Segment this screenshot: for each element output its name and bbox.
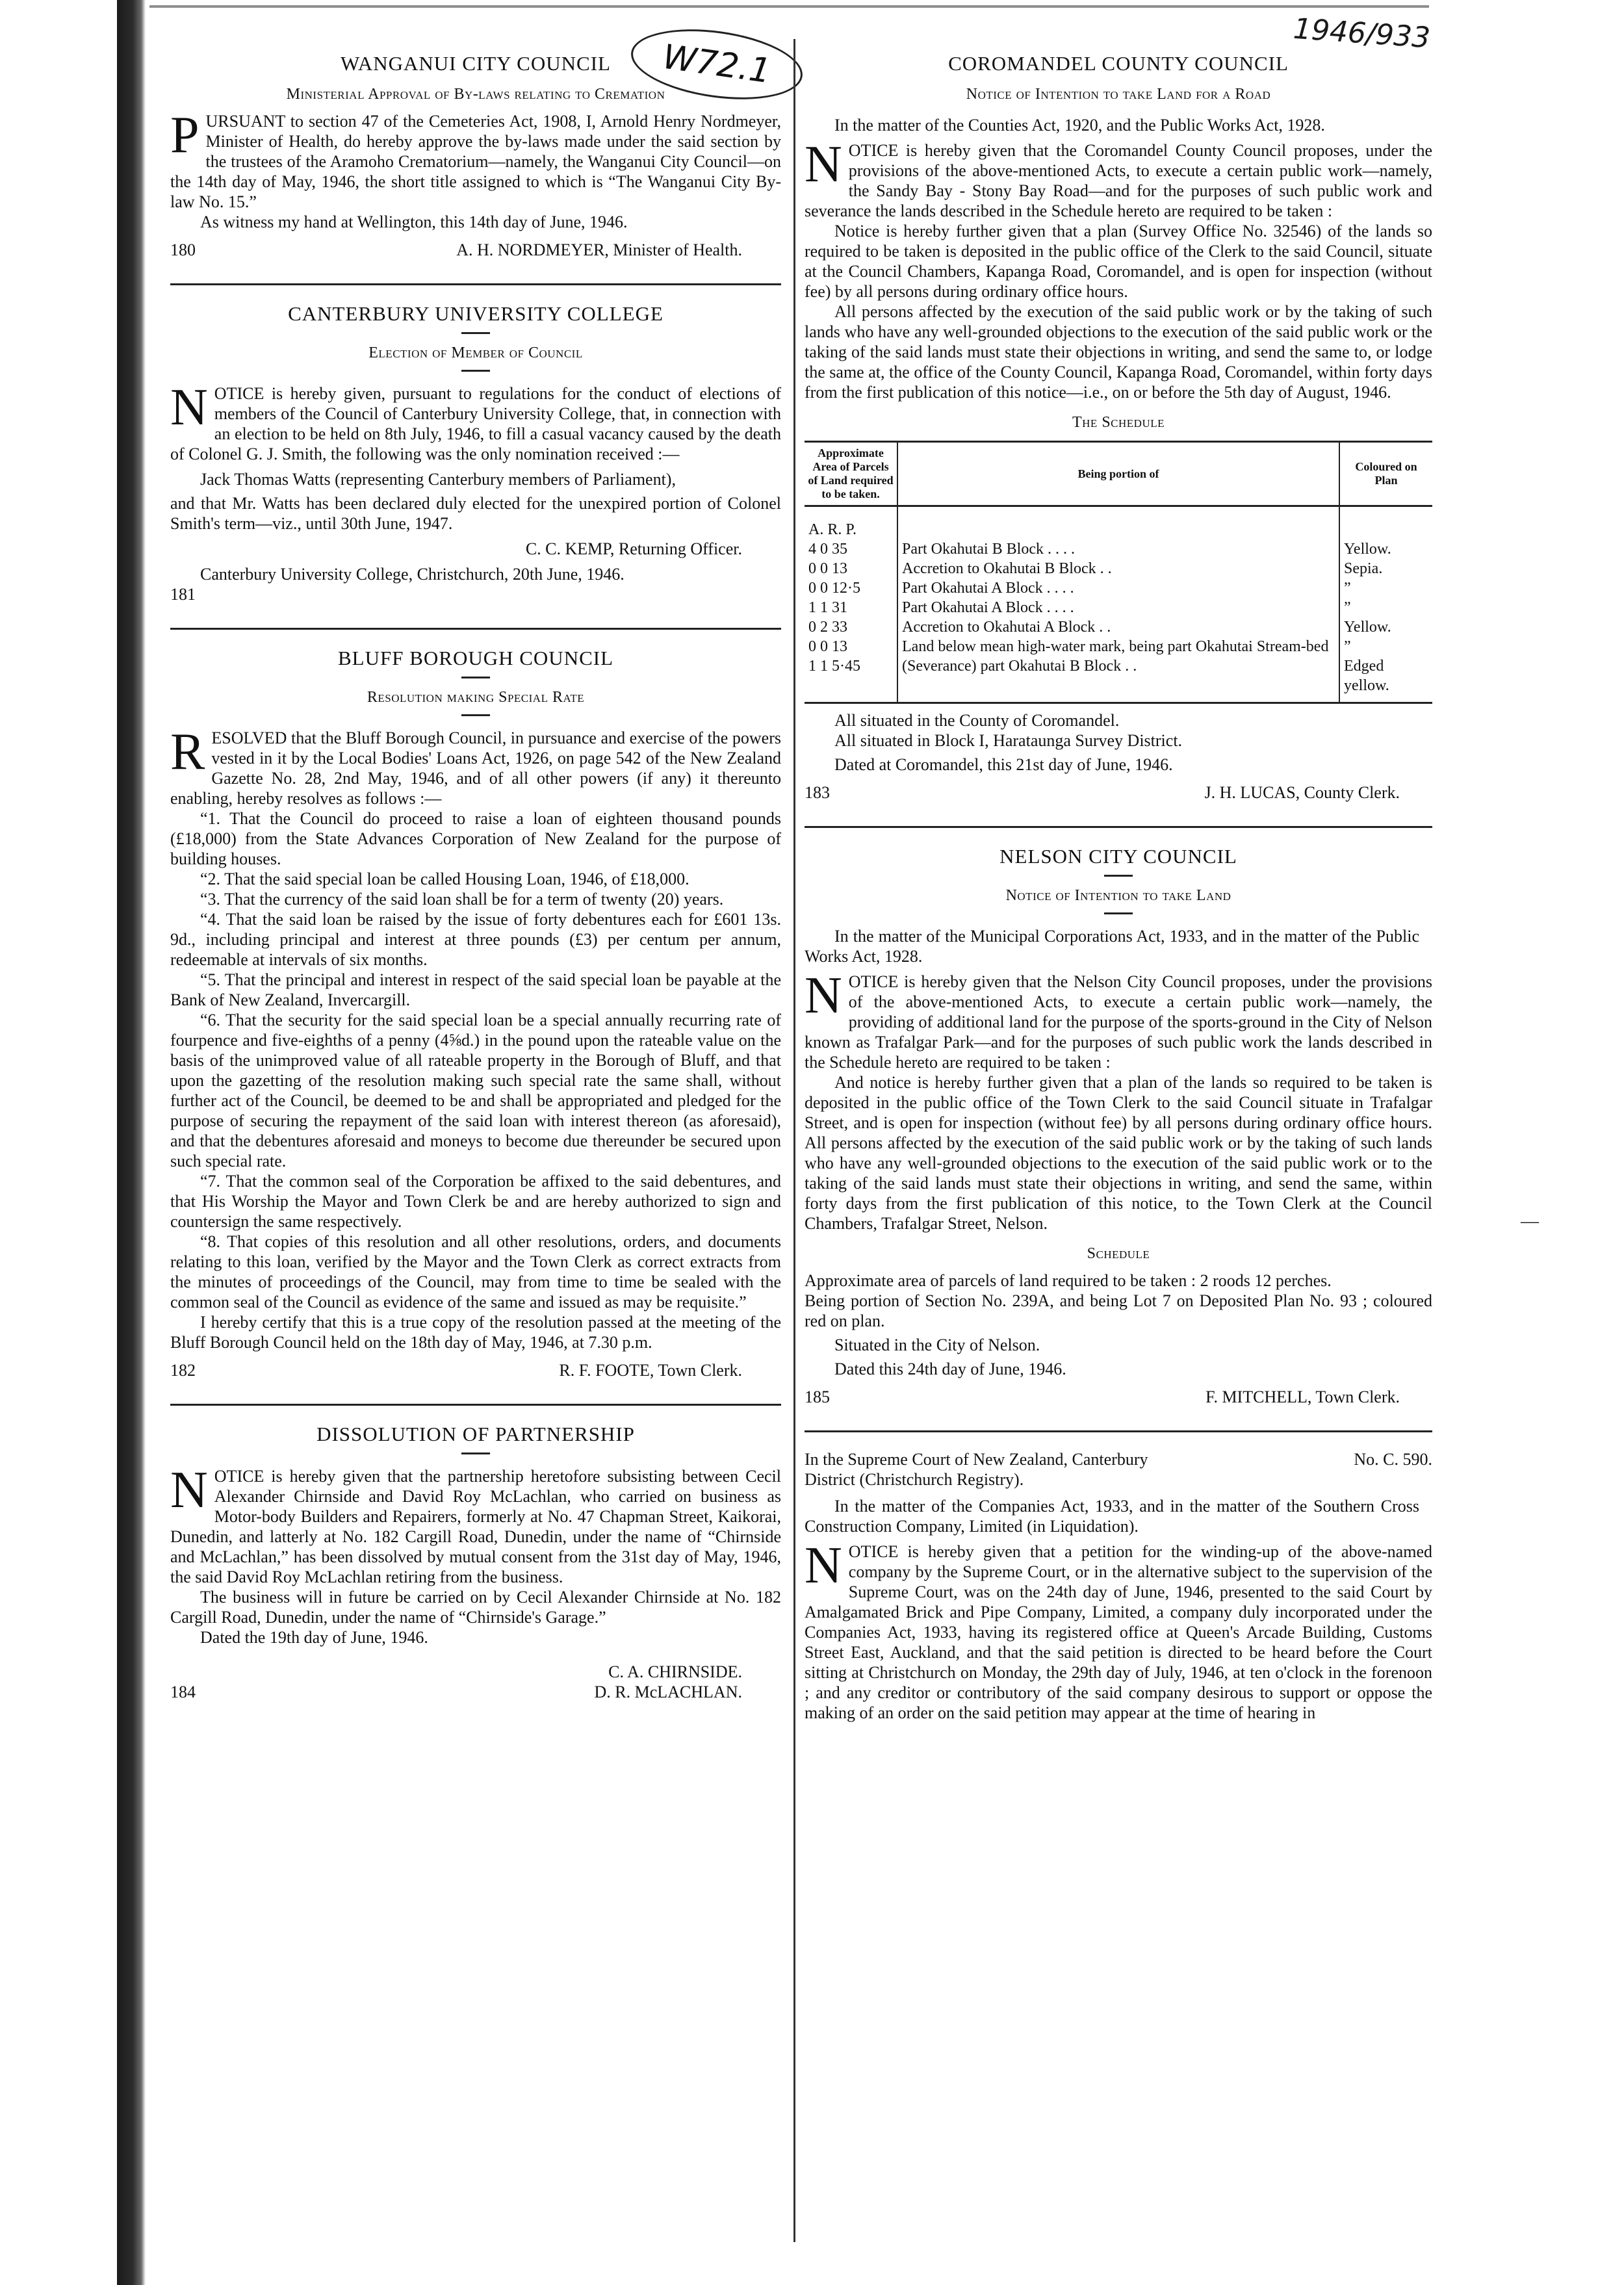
section-separator <box>805 1430 1432 1432</box>
resolution-item: “3. That the currency of the said loan shall be for a term of twenty (20) years. <box>200 890 724 909</box>
cropped-header-rule <box>149 5 1429 8</box>
signature: C. A. CHIRNSIDE. <box>608 1662 742 1681</box>
signature: F. MITCHELL, Town Clerk. <box>1205 1388 1400 1406</box>
notice-number: 184 <box>170 1683 196 1701</box>
section-subtitle: Election of Member of Council <box>368 344 583 361</box>
section-title: BLUFF BOROUGH COUNCIL <box>337 647 614 669</box>
area-cell: 0 0 13 <box>805 637 897 656</box>
section-subtitle: Notice of Intention to take Land for a Road <box>966 86 1271 103</box>
notice-body: URSUANT to section 47 of the Cemeteries Act, 1908, I, Arnold Henry Nordmeyer, Minister of Health, do hereby approve the by-laws made under the said section by the trustees of the Aramoho Crematorium—namely, the Wanganui City Council—on the 14th day of May, 1946, the short title assigned to which is “The Wanganui City By-law No. 15.” <box>170 112 781 211</box>
resolution-item: “4. That the said loan be raised by the issue of forty debentures each for £601 13s. 9d., including principal and interest at three pounds (£3) per centum per annum, redeemable at intervals of six months. <box>170 910 781 969</box>
signature: A. H. NORDMEYER, Minister of Health. <box>456 240 742 259</box>
table-row <box>805 578 1432 598</box>
notice-body: OTICE is hereby given that the Nelson City Council proposes, under the provisions of the above-mentioned Acts, to execute a certain public work—namely, the providing of additional land for the purpose of the sports-ground in the City of Nelson known as Trafalgar Park—and for the purposes of such public work the lands described in the Schedule hereto are required to be taken : <box>805 972 1432 1072</box>
scan-shadow-edge <box>117 0 146 2285</box>
schedule-title: The Schedule <box>1072 414 1165 431</box>
area-cell: 4 0 35 <box>805 539 897 559</box>
court-heading: In the Supreme Court of New Zealand, Canterbury District (Christchurch Registry). <box>805 1450 1148 1489</box>
case-number: No. C. 590. <box>1354 1450 1432 1469</box>
notice-body: OTICE is hereby given that a petition for the winding-up of the above-named company by the Supreme Court, or in the alternative subject to the supervision of the Supreme Court, was on the 24th day of June, 1946, presented to the said Court by Amalgamated Brick and Pipe Company, Limited, a company duly incorporated under the Companies Act, 1933, having its registered office at Queen's Arcade Building, Customs Street East, Auckland, and that the said petition is directed to be heard before the Court sitting at Christchurch on Monday, the 29th day of July, 1946, at ten o'clock in the forenoon ; and any creditor or contributory of the said company desirous to support or oppose the making of an order on the said petition may appear at the time of hearing in <box>805 1542 1432 1722</box>
area-cell: 0 0 12·5 <box>805 578 897 598</box>
nominee: Jack Thomas Watts (representing Canterbury members of Parliament), <box>200 470 676 489</box>
notice-number: 180 <box>170 240 196 259</box>
title-rule <box>461 370 490 372</box>
title-rule <box>461 714 490 716</box>
section-separator <box>170 283 781 285</box>
notice-body: OTICE is hereby given, pursuant to regulations for the conduct of elections of members of the Council of Canterbury University College, that, in connection with an election to be held on 8th July, 1946, to fill a casual vacancy caused by the death of Colonel G. J. Smith, the following was the only nomination received :— <box>170 384 781 463</box>
notice-coromandel <box>805 52 1432 803</box>
portion-cell: Part Okahutai A Block . . . . <box>902 599 1074 616</box>
schedule-line: Approximate area of parcels of land required to be taken : 2 roods 12 perches. <box>805 1271 1332 1290</box>
resolution-item: “1. That the Council do proceed to raise a loan of eighteen thousand pounds (£18,000) from the State Advances Corporation of New Zealand for the purpose of building houses. <box>170 809 781 868</box>
table-row <box>805 637 1432 656</box>
section-separator <box>805 826 1432 828</box>
title-rule <box>461 332 490 334</box>
handwritten-file-number: 1946/933 <box>1292 12 1432 55</box>
colour-cell: ” <box>1339 637 1432 656</box>
notice-body-2: The business will in future be carried on by Cecil Alexander Chirnside at No. 182 Cargill Road, Dunedin, under the name of “Chirnside's Garage.” <box>170 1588 781 1627</box>
certification: I hereby certify that this is a true copy of the resolution passed at the meeting of the Bluff Borough Council held on the 18th day of May, 1946, at 7.30 p.m. <box>170 1313 781 1352</box>
section-title: CANTERBURY UNIVERSITY COLLEGE <box>288 302 664 325</box>
units-row: A. R. P. <box>805 506 897 540</box>
title-rule <box>1104 875 1133 877</box>
notice-nelson <box>805 845 1432 1407</box>
drop-cap: N <box>805 136 842 193</box>
title-rule <box>461 677 490 678</box>
situated-line: Situated in the City of Nelson. <box>834 1336 1040 1354</box>
dated-line: Dated this 24th day of June, 1946. <box>834 1360 1066 1378</box>
area-cell: 1 1 5·45 <box>805 656 897 703</box>
drop-cap: N <box>805 1537 842 1594</box>
margin-mark: — <box>1521 1211 1539 1232</box>
section-title: DISSOLUTION OF PARTNERSHIP <box>316 1423 635 1445</box>
right-column <box>805 39 1432 1723</box>
section-separator <box>170 628 781 630</box>
section-subtitle: Notice of Intention to take Land <box>1005 887 1231 904</box>
table-row <box>805 617 1432 637</box>
section-title: NELSON CITY COUNCIL <box>999 845 1237 868</box>
area-cell: 0 0 13 <box>805 559 897 578</box>
title-rule <box>1104 912 1133 914</box>
dated-line: Dated the 19th day of June, 1946. <box>200 1628 428 1647</box>
handwritten-stamp: W72.1 <box>626 19 807 109</box>
matter-line: In the matter of the Companies Act, 1933, and in the matter of the Southern Cross Construction Company, Limited (in Liquidation). <box>805 1497 1419 1536</box>
resolution-item: “5. That the principal and interest in respect of the said special loan be payable at the Bank of New Zealand, Invercargill. <box>170 970 781 1009</box>
notice-number: 183 <box>805 783 830 802</box>
colour-cell: Edged yellow. <box>1339 656 1432 703</box>
notice-number: 182 <box>170 1361 196 1380</box>
notice-partnership <box>170 1423 781 1702</box>
witness-line: As witness my hand at Wellington, this 14th day of June, 1946. <box>200 213 628 231</box>
drop-cap: N <box>170 379 208 436</box>
schedule-table <box>805 441 1432 704</box>
matter-line: In the matter of the Counties Act, 1920, and the Public Works Act, 1928. <box>834 116 1325 135</box>
signature: C. C. KEMP, Returning Officer. <box>525 539 742 558</box>
table-row <box>805 656 1432 703</box>
title-rule <box>461 1452 490 1454</box>
resolution-item: “6. That the security for the said special loan be a special annually recurring rate of fourpence and five-eighths of a penny (4⅝d.) in the pound upon the rateable value on the basis of the unimproved value of all rateable property in the Borough of Bluff, and that upon the gazetting of the resolution making such special rate the same shall, without further act of the Council, be deemed to be and shall be appropriated and pledged for the purpose of securing the repayment of the said loan with interest thereon (as aforesaid), and that the debentures aforesaid and moneys to become due thereunder be secured upon such special rate. <box>170 1011 781 1170</box>
notice-body: ESOLVED that the Bluff Borough Council, in pursuance and exercise of the powers vested in it by the Local Bodies' Loans Act, 1926, on page 542 of the New Zealand Gazette No. 28, 2nd May, 1946, and of all other powers (if any) it thereunto enabling, hereby resolves as follows :— <box>170 729 781 808</box>
portion-cell: Accretion to Okahutai B Block . . <box>902 560 1112 577</box>
notice-body-2: and that Mr. Watts has been declared duly elected for the unexpired portion of Colonel Smith's term—viz., until 30th June, 1947. <box>170 494 781 533</box>
portion-cell: (Severance) part Okahutai B Block . . <box>897 656 1339 703</box>
situated-line: All situated in the County of Coromandel. <box>834 711 1120 730</box>
portion-cell: Accretion to Okahutai A Block . . <box>902 619 1111 636</box>
drop-cap: P <box>170 107 200 164</box>
area-cell: 1 1 31 <box>805 598 897 617</box>
column-header: Being portion of <box>897 442 1339 506</box>
portion-cell: Land below mean high-water mark, being part Okahutai Stream-bed <box>902 638 1329 655</box>
notice-number: 185 <box>805 1388 830 1406</box>
matter-line: In the matter of the Municipal Corporations Act, 1933, and in the matter of the Public Works Act, 1928. <box>805 927 1419 966</box>
colour-cell: ” <box>1339 598 1432 617</box>
notice-bluff <box>170 647 781 1380</box>
drop-cap: N <box>805 967 842 1024</box>
area-cell: 0 2 33 <box>805 617 897 637</box>
notice-body: OTICE is hereby given that the Coromandel County Council proposes, under the provisions of the above-mentioned Acts, to execute a certain public work—namely, the Sandy Bay - Stony Bay Road—and for the purposes of such public work and severance the lands described in the Schedule hereto are required to be taken : <box>805 141 1432 220</box>
colour-cell: Yellow. <box>1339 617 1432 637</box>
colour-cell: Yellow. <box>1339 539 1432 559</box>
table-row <box>805 559 1432 578</box>
table-row <box>805 598 1432 617</box>
section-separator <box>170 1404 781 1406</box>
colour-cell: Sepia. <box>1339 559 1432 578</box>
notice-body-2: And notice is hereby further given that a plan of the lands so required to be taken is deposited in the public office of the Town Clerk to the said Council situate in Trafalgar Street, and is open for inspection (without fee) by all persons during ordinary office hours. All persons affected by the execution of the said public work or by the taking of such lands who have any well-grounded objections to the execution of the said public work or to the taking of the said lands must state their objections in writing, and send the same, within forty days from the first publication of this notice, to the Town Clerk at the Council Chambers, Trafalgar Street, Nelson. <box>805 1073 1432 1233</box>
notice-wanganui <box>170 52 781 260</box>
column-header: Approximate Area of Parcels of Land required to be taken. <box>805 442 897 506</box>
notice-body-3: All persons affected by the execution of the said public work or by the taking of such lands who have any well-grounded objections to the execution of the said public work or the taking of the said lands must state their objections in writing, and send the same to, or lodge the same at, the office of the County Council, Kapanga Road, Coromandel, within forty days from the first publication of this notice—i.e., on or before the 5th day of August, 1946. <box>805 302 1432 402</box>
dated-line: Dated at Coromandel, this 21st day of June, 1946. <box>834 755 1173 774</box>
portion-cell: Part Okahutai A Block . . . . <box>902 580 1074 597</box>
section-title: WANGANUI CITY COUNCIL <box>341 52 611 75</box>
notice-canterbury <box>170 302 781 604</box>
left-column <box>170 39 781 1702</box>
notice-number: 181 <box>170 585 196 604</box>
schedule-title: Schedule <box>1087 1245 1150 1262</box>
column-divider <box>793 39 795 2242</box>
notice-body: OTICE is hereby given that the partnership heretofore subsisting between Cecil Alexander Chirnside and David Roy McLachlan, who carried on business as Motor-body Builders and Repairers, formerly at No. 47 Chapman Street, Kaikorai, Dunedin, and latterly at No. 182 Cargill Road, Dunedin, under the name of “Chirnside and McLachlan,” has been dissolved by mutual consent from the 31st day of May, 1946, the said David Roy McLachlan retiring from the business. <box>170 1467 781 1586</box>
notice-supreme-court <box>805 1449 1432 1723</box>
column-header: Coloured on Plan <box>1339 442 1432 506</box>
notice-body-2: Notice is hereby further given that a plan (Survey Office No. 32546) of the lands so required to be taken is deposited in the public office of the Clerk to the said Council, situate at the Council Chambers, Kapanga Road, Coromandel, and is open for inspection (without fee) by all persons during ordinary office hours. <box>805 222 1432 301</box>
signature: D. R. McLACHLAN. <box>594 1683 742 1701</box>
schedule-line: Being portion of Section No. 239A, and being Lot 7 on Deposited Plan No. 93 ; coloured red on plan. <box>805 1291 1432 1330</box>
resolution-item: “7. That the common seal of the Corporation be affixed to the said debentures, and that His Worship the Mayor and Town Clerk be and are hereby authorized to sign and countersign the same respectively. <box>170 1172 781 1231</box>
section-subtitle: Resolution making Special Rate <box>367 689 585 706</box>
place-date: Canterbury University College, Christchurch, 20th June, 1946. <box>200 565 625 584</box>
resolution-item: “2. That the said special loan be called Housing Loan, 1946, of £18,000. <box>200 870 690 888</box>
drop-cap: N <box>170 1462 208 1519</box>
section-subtitle: Ministerial Approval of By-laws relating to Cremation <box>286 86 665 103</box>
signature: R. F. FOOTE, Town Clerk. <box>559 1361 742 1380</box>
signature: J. H. LUCAS, County Clerk. <box>1204 783 1400 802</box>
colour-cell: ” <box>1339 578 1432 598</box>
section-title: COROMANDEL COUNTY COUNCIL <box>948 52 1289 75</box>
table-row <box>805 539 1432 559</box>
portion-cell: Part Okahutai B Block . . . . <box>902 541 1075 558</box>
drop-cap: R <box>170 723 205 781</box>
situated-line: All situated in Block I, Harataunga Survey District. <box>834 731 1183 750</box>
resolution-item: “8. That copies of this resolution and all other resolutions, orders, and documents relating to this loan, verified by the Mayor and the Town Clerk as correct extracts from the minutes of proceedings of the Council, may from time to time be sealed with the common seal of the Council as evidence of the same and issued as may be requisite.” <box>170 1232 781 1311</box>
